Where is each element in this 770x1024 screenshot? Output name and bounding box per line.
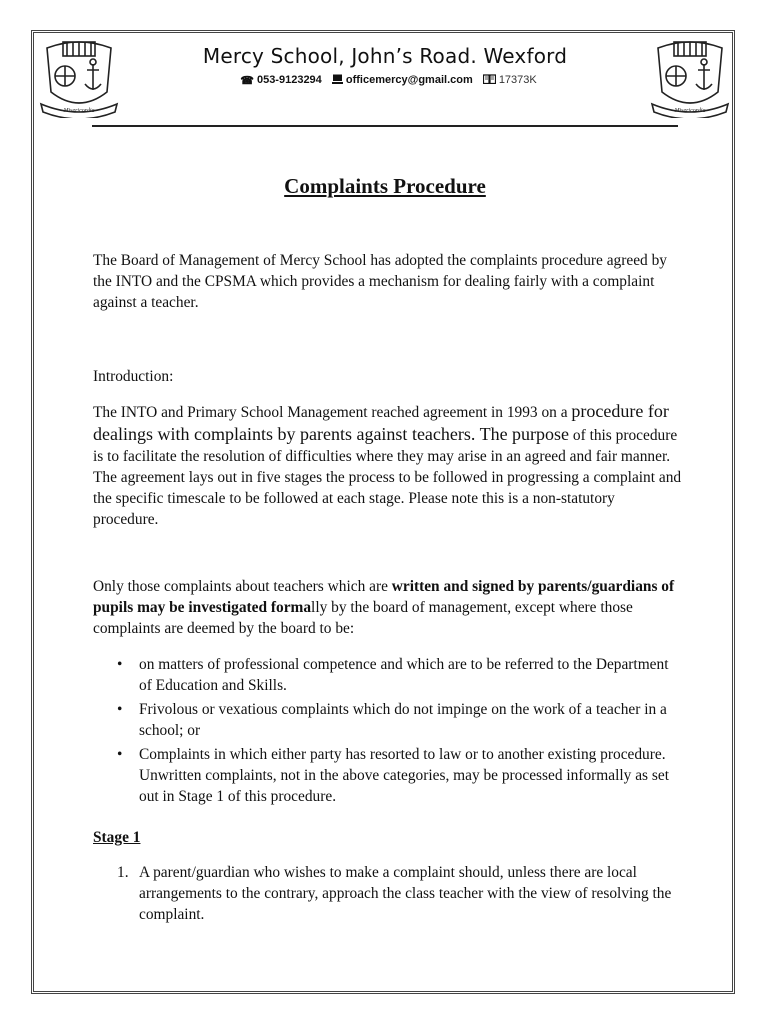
eligibility-paragraph <box>93 576 683 639</box>
phone-number: 053-9123294 <box>256 74 322 86</box>
introduction-heading: Introduction: <box>93 368 174 385</box>
header-divider <box>92 125 678 127</box>
bullet-icon: • <box>117 701 123 718</box>
phone-icon: ☎ <box>240 75 254 87</box>
intro-paragraph: The Board of Management of Mercy School has adopted the complaints procedure agreed by the INTO and the CPSMA which provides a mechanism for dealing fairly with a complaint against a teacher. <box>93 252 667 311</box>
stage-1-steps <box>93 862 683 925</box>
stage-1-heading: Stage 1 <box>93 829 141 846</box>
svg-text:Misericordia: Misericordia <box>63 108 95 114</box>
agreement-paragraph-part2: of this procedure is to facilitate the resolution of difficulties where they may arise in an agreed and fair manner. The agreement lays out in five stages the process to be followed in progressing a complaint and the specific timescale to be followed at each stage. Please note this is a non-statutory procedure. <box>93 427 682 528</box>
document-title: Complaints Procedure <box>284 174 486 198</box>
list-item <box>93 862 683 925</box>
list-item: • Frivolous or vexatious complaints which do not impinge on the work of a teacher in a school; or <box>117 701 667 739</box>
roll-number: 17373K <box>498 74 537 86</box>
school-crest-left <box>37 34 121 118</box>
svg-text:Misericordia: Misericordia <box>674 108 706 114</box>
agreement-paragraph-part1: The INTO and Primary School Management reached agreement in 1993 on a <box>93 404 572 421</box>
bullet-icon: • <box>117 746 123 763</box>
step-number: 1. <box>117 864 129 881</box>
exception-list <box>93 654 683 810</box>
school-crest-right <box>648 34 732 118</box>
bullet-icon: • <box>117 656 123 673</box>
eligibility-bold: written and signed by parents/guardians of pupils may be investigated forma <box>93 578 675 616</box>
email-address: officemercy@gmail.com <box>345 74 473 86</box>
eligibility-part1: Only those complaints about teachers which are <box>93 578 392 595</box>
list-item: • on matters of professional competence and which are to be referred to the Department of Education and Skills. <box>117 656 669 694</box>
contact-line <box>120 74 650 87</box>
eligibility-part2: lly by the board of management, except where those complaints are deemed by the board to be: <box>93 599 633 637</box>
agreement-paragraph-large: procedure for dealings with complaints by parents against teachers. The purpose <box>93 401 669 444</box>
school-name: Mercy School, John’s Road. Wexford <box>202 44 568 68</box>
list-item: • Complaints in which either party has resorted to law or to another existing procedure. Unwritten complaints, not in the above categories, may be processed informally as set out in Stage 1 of this procedure. <box>117 746 669 805</box>
book-icon <box>483 74 496 87</box>
computer-icon <box>332 74 343 87</box>
agreement-paragraph <box>93 400 683 530</box>
step-text: A parent/guardian who wishes to make a complaint should, unless there are local arrangements to the contrary, approach the class teacher with the view of resolving the complaint. <box>139 864 672 923</box>
